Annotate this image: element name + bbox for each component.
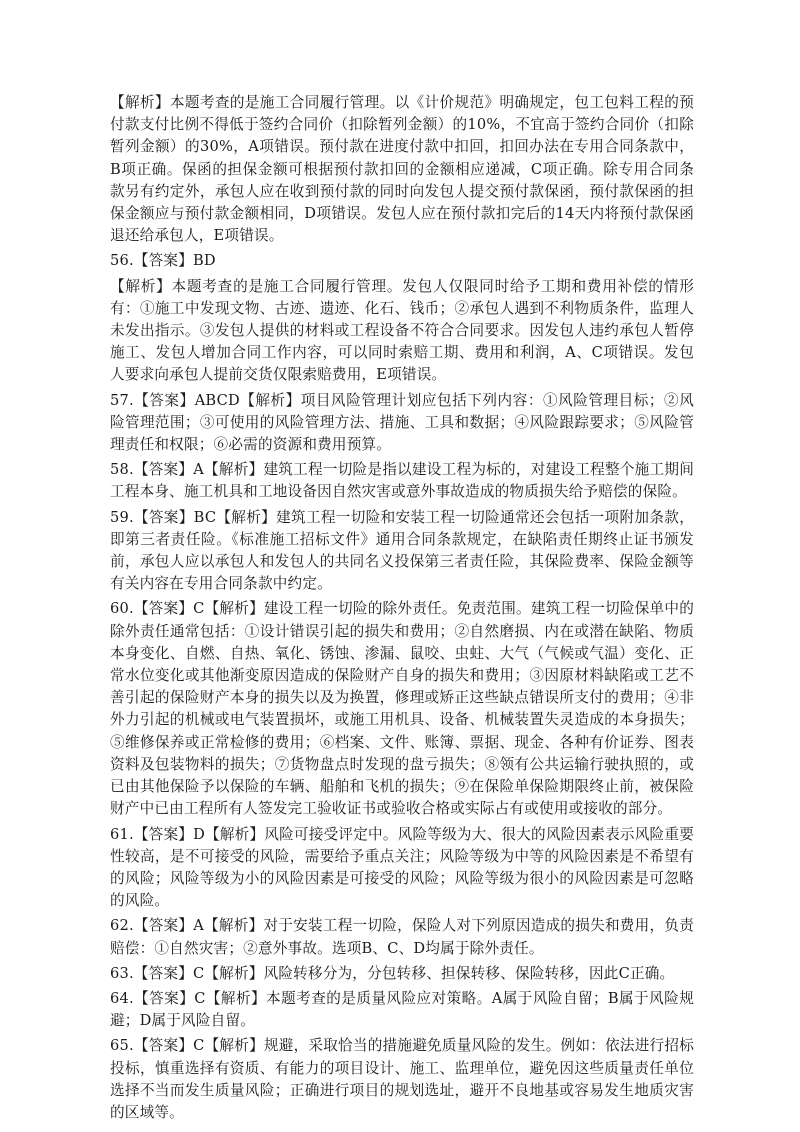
- paragraph-65: 65.【答案】C【解析】规避，采取恰当的措施避免质量风险的发生。例如：依法进行招标投标，慎重选择有资质、有能力的项目设计、施工、监理单位，避免因这些质量责任单位选择不当而发生质量风险；正确进行项目的规划选址，避开不良地基或容易发生地质灾害的区域等。: [110, 1037, 694, 1121]
- paragraph-55-analysis: 【解析】本题考查的是施工合同履行管理。以《计价规范》明确规定，包工包料工程的预付款支付比例不得低于签约合同价（扣除暂列金额）的10%，不宜高于签约合同价（扣除暂列金额）的30%，A项错误。预付款在进度付款中扣回，扣回办法在专用合同条款中，B项正确。保函的担保金额可根据预付款扣回的金额相应递减，C项正确。除专用合同条款另有约定外，承包人应在收到预付款的同时向发包人提交预付款保函，预付款保函的担保金额应与预付款金额相同，D项错误。发包人应在预付款扣完后的14天内将预付款保函退还给承包人，E项错误。: [110, 94, 694, 245]
- paragraph-59: 59.【答案】BC【解析】建筑工程一切险和安装工程一切险通常还会包括一项附加条款，即第三者责任险。《标准施工招标文件》通用合同条款规定，在缺陷责任期终止证书颁发前，承包人应以承包人和发包人的共同名义投保第三者责任险，其保险费率、保险金额等有关内容在专用合同条款中约定。: [110, 508, 694, 593]
- paragraph-56-analysis: 【解析】本题考查的是施工合同履行管理。发包人仅限同时给予工期和费用补偿的情形有：①施工中发现文物、古迹、遗迹、化石、钱币；②承包人遇到不利物质条件，监理人未发出指示。③发包人提供的材料或工程设备不符合合同要求。因发包人违约承包人暂停施工、发包人增加合同工作内容，可以同时索赔工期、费用和利润，A、C项错误。发包人要求向承包人提前交货仅限索赔费用，E项错误。: [110, 277, 694, 384]
- paragraph-64: 64.【答案】C【解析】本题考查的是质量风险应对策略。A属于风险自留；B属于风险规避；D属于风险自留。: [110, 989, 694, 1030]
- paragraph-58: 58.【答案】A【解析】建筑工程一切险是指以建设工程为标的，对建设工程整个施工期间工程本身、施工机具和工地设备因自然灾害或意外事故造成的物质损失给予赔偿的保险。: [110, 461, 694, 501]
- paragraph-57: 57.【答案】ABCD【解析】项目风险管理计划应包括下列内容：①风险管理目标；②风险管理范围；③可使用的风险管理方法、措施、工具和数据；④风险跟踪要求；⑤风险管理责任和权限；⑥必需的资源和费用预算。: [110, 391, 694, 454]
- paragraph-61: 61.【答案】D【解析】风险可接受评定中。风险等级为大、很大的风险因素表示风险重要性较高，是不可接受的风险，需要给予重点关注；风险等级为中等的风险因素是不希望有的风险；风险等级为小的风险因素是可接受的风险；风险等级为很小的风险因素是可忽略的风险。: [110, 825, 694, 910]
- paragraph-60: 60.【答案】C【解析】建设工程一切险的除外责任。免责范围。建筑工程一切险保单中的除外责任通常包括：①设计错误引起的损失和费用；②自然磨损、内在或潜在缺陷、物质本身变化、自燃、自热、氧化、锈蚀、渗漏、鼠咬、虫蛀、大气（气候或气温）变化、正常水位变化或其他渐变原因造成的保险财产自身的损失和费用；③因原材料缺陷或工艺不善引起的保险财产本身的损失以及为换置，修理或矫正这些缺点错误所支付的费用；④非外力引起的机械或电气装置损坏，或施工用机具、设备、机械装置失灵造成的本身损失；⑤维修保养或正常检修的费用；⑥档案、文件、账簿、票据、现金、各种有价证券、图表资料及包装物料的损失；⑦货物盘点时发现的盘亏损失；⑧领有公共运输行驶执照的，或已由其他保险予以保险的车辆、船舶和飞机的损失；⑨在保险单保险期限终止前，被保险财产中已由工程所有人签发完工验收证书或验收合格或实际占有或使用或接收的部分。: [110, 600, 694, 818]
- paragraph-56-answer: 56.【答案】BD: [110, 252, 216, 270]
- paragraph-63: 63.【答案】C【解析】风险转移分为，分包转移、担保转移、保险转移，因此C正确。: [110, 964, 675, 982]
- paragraph-62: 62.【答案】A【解析】对于安装工程一切险，保险人对下列原因造成的损失和费用，负责赔偿：①自然灾害；②意外事故。选项B、C、D均属于除外责任。: [110, 917, 694, 957]
